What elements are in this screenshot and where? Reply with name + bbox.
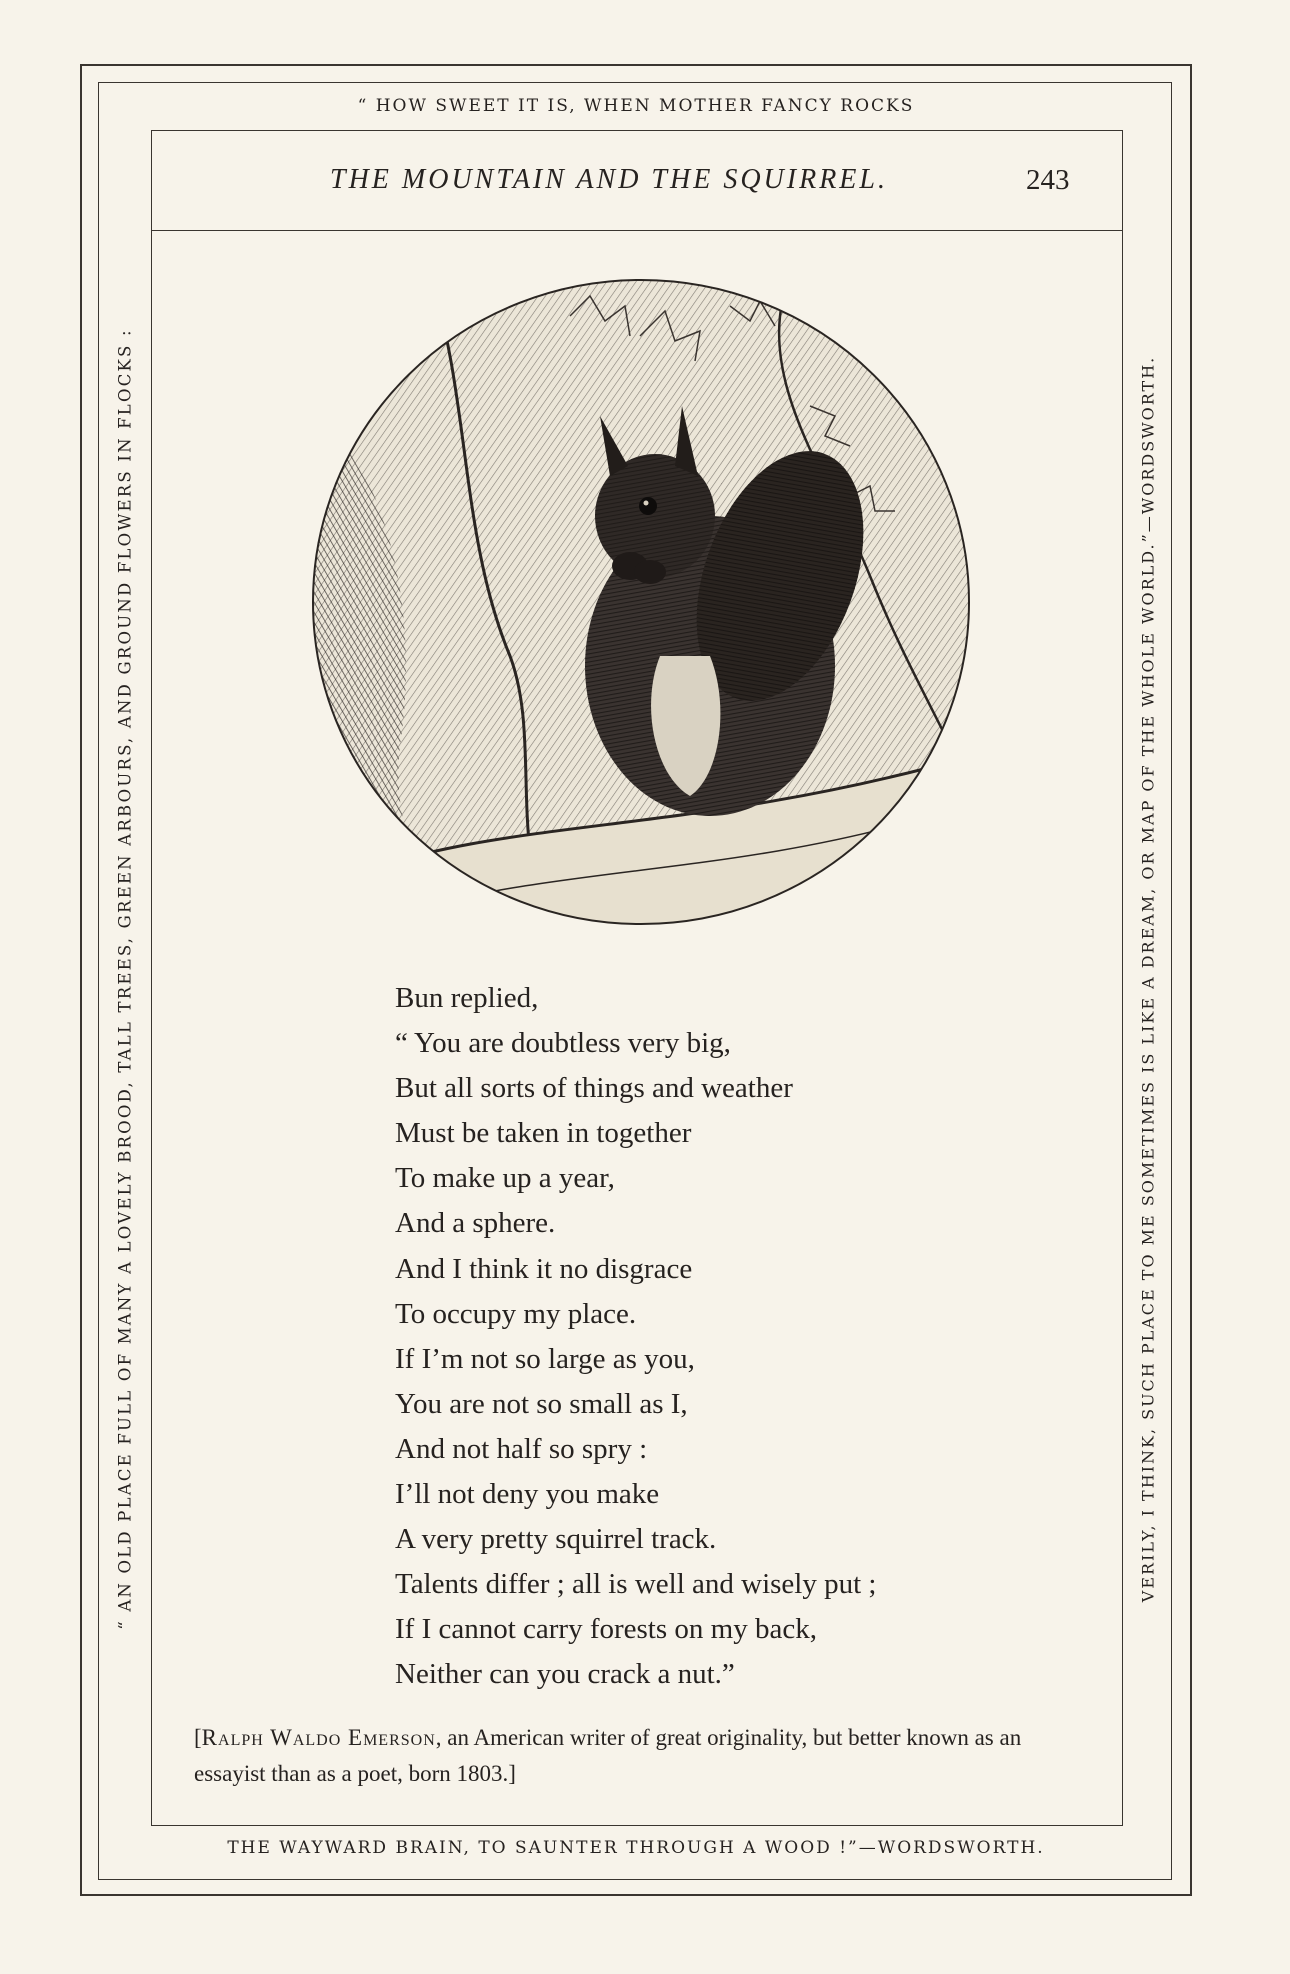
footnote-author: Ralph Waldo Emerson [201, 1725, 436, 1750]
poem-line: And a sphere. [395, 1207, 556, 1240]
squirrel-illustration [310, 276, 972, 928]
poem-line: You are not so small as I, [395, 1387, 688, 1420]
poem-line: “ You are doubtless very big, [395, 1027, 731, 1060]
page-number: 243 [1026, 164, 1070, 196]
poem-line: Talents differ ; all is well and wisely put ; [395, 1568, 877, 1601]
poem-line: To make up a year, [395, 1162, 615, 1195]
poem-line: Must be taken in together [395, 1117, 692, 1150]
poem-text [395, 976, 876, 1698]
poem-line: And I think it no disgrace [395, 1252, 693, 1285]
author-footnote [194, 1720, 1094, 1792]
poem-line: I’ll not deny you make [395, 1478, 660, 1511]
footnote-open-bracket: [ [194, 1725, 202, 1750]
border-quote-top: “ HOW SWEET IT IS, WHEN MOTHER FANCY ROCKS [357, 96, 915, 116]
poem-line: Bun replied, [395, 982, 539, 1014]
border-quote-bottom: THE WAYWARD BRAIN, TO SAUNTER THROUGH A WOOD !”—WORDSWORTH. [227, 1838, 1045, 1858]
poem-line: To occupy my place. [395, 1297, 637, 1330]
running-title: THE MOUNTAIN AND THE SQUIRREL. [330, 164, 888, 195]
poem-line: If I cannot carry forests on my back, [395, 1613, 817, 1646]
poem-line: And not half so spry : [395, 1432, 648, 1465]
border-quote-right: VERILY, I THINK, SUCH PLACE TO ME SOMETIMES IS LIKE A DREAM, OR MAP OF THE WHOLE WORLD.”—WORDSWORTH. [1138, 355, 1158, 1603]
poem-line: If I’m not so large as you, [395, 1342, 695, 1375]
border-quote-left: “ AN OLD PLACE FULL OF MANY A LOVELY BROOD, TALL TREES, GREEN ARBOURS, AND GROUND FLOWERS IN FLOCKS : [115, 328, 135, 1630]
poem-line: A very pretty squirrel track. [395, 1523, 717, 1556]
poem-line: But all sorts of things and weather [395, 1072, 793, 1105]
header-rule [151, 230, 1123, 231]
poem-line: Neither can you crack a nut.” [395, 1658, 735, 1691]
footnote-text: , an American writer of great originality, but better known as an essayist than as a poet, born 1803.] [194, 1725, 1022, 1786]
